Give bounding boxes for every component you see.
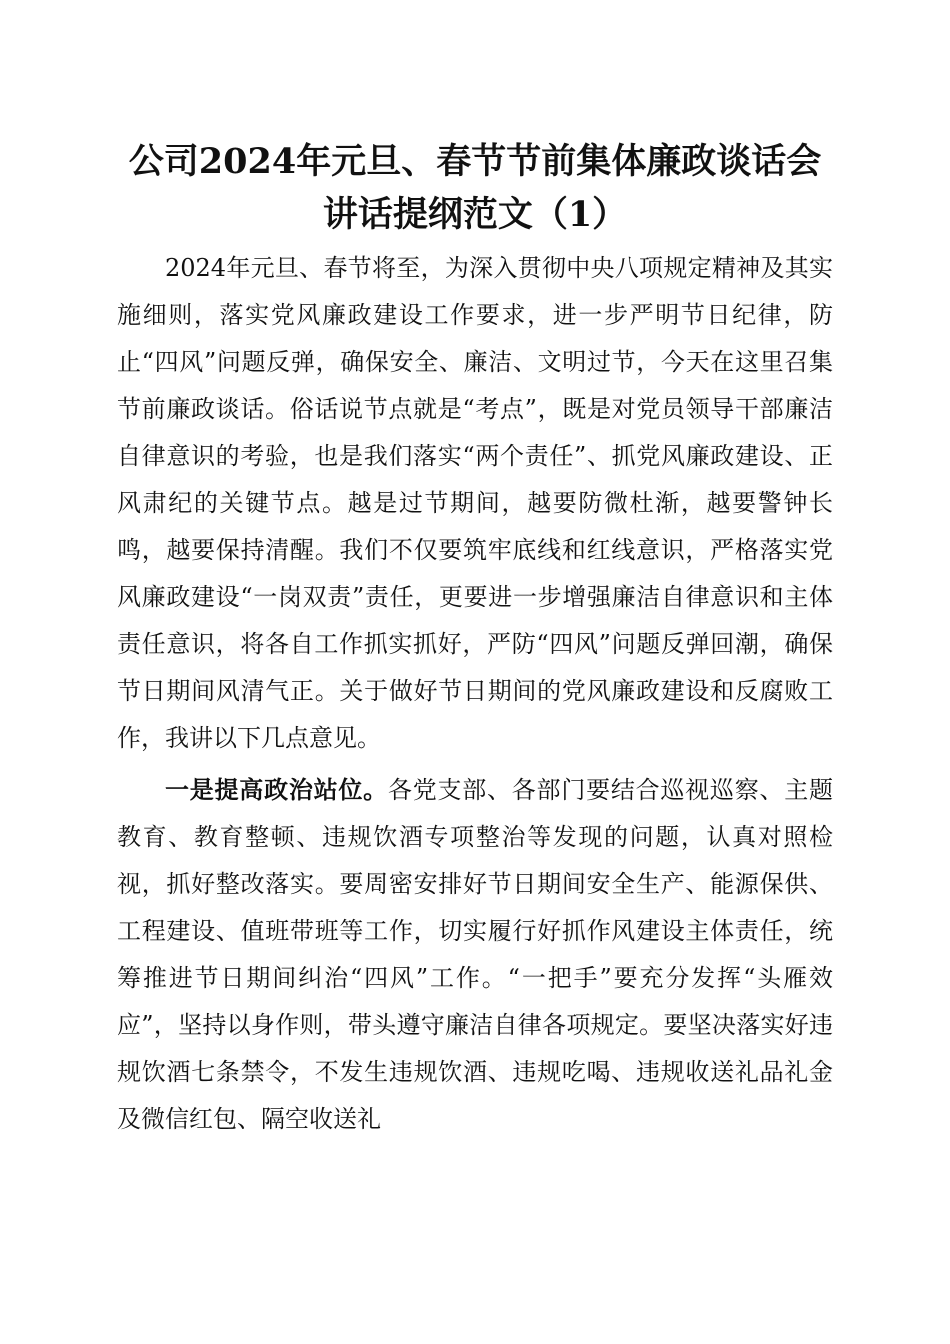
paragraph-intro-text: 2024年元旦、春节将至，为深入贯彻中央八项规定精神及其实施细则，落实党风廉政建设工作要求，进一步严明节日纪律，防止“四风”问题反弹，确保安全、廉洁、文明过节，今天在这里召集节前廉政谈话。俗话说节点就是“考点”，既是对党员领导干部廉洁自律意识的考验，也是我们落实“两个责任”、抓党风廉政建设、正风肃纪的关键节点。越是过节期间，越要防微杜渐，越要警钟长鸣，越要保持清醒。我们不仅要筑牢底线和红线意识，严格落实党风廉政建设“一岗双责”责任，更要进一步增强廉洁自律意识和主体责任意识，将各自工作抓实抓好，严防“四风”问题反弹回潮，确保节日期间风清气正。关于做好节日期间的党风廉政建设和反腐败工作，我讲以下几点意见。 <box>117 254 833 752</box>
paragraph-point-1-heading: 一是提高政治站位。 <box>165 775 388 804</box>
paragraph-point-1 <box>117 766 833 1143</box>
document-title-line-2: 讲话提纲范文（1） <box>322 194 628 235</box>
document-title-line-1: 公司2024年元旦、春节节前集体廉政谈话会 <box>128 141 822 182</box>
paragraph-intro <box>117 245 833 762</box>
document-body <box>117 245 833 1143</box>
paragraph-point-1-text: 各党支部、各部门要结合巡视巡察、主题教育、教育整顿、违规饮酒专项整治等发现的问题，认真对照检视，抓好整改落实。要周密安排好节日期间安全生产、能源保供、工程建设、值班带班等工作，切实履行好抓作风建设主体责任，统筹推进节日期间纠治“四风”工作。“一把手”要充分发挥“头雁效应”，坚持以身作则，带头遵守廉洁自律各项规定。要坚决落实好违规饮酒七条禁令，不发生违规饮酒、违规吃喝、违规收送礼品礼金及微信红包、隔空收送礼 <box>117 776 834 1133</box>
